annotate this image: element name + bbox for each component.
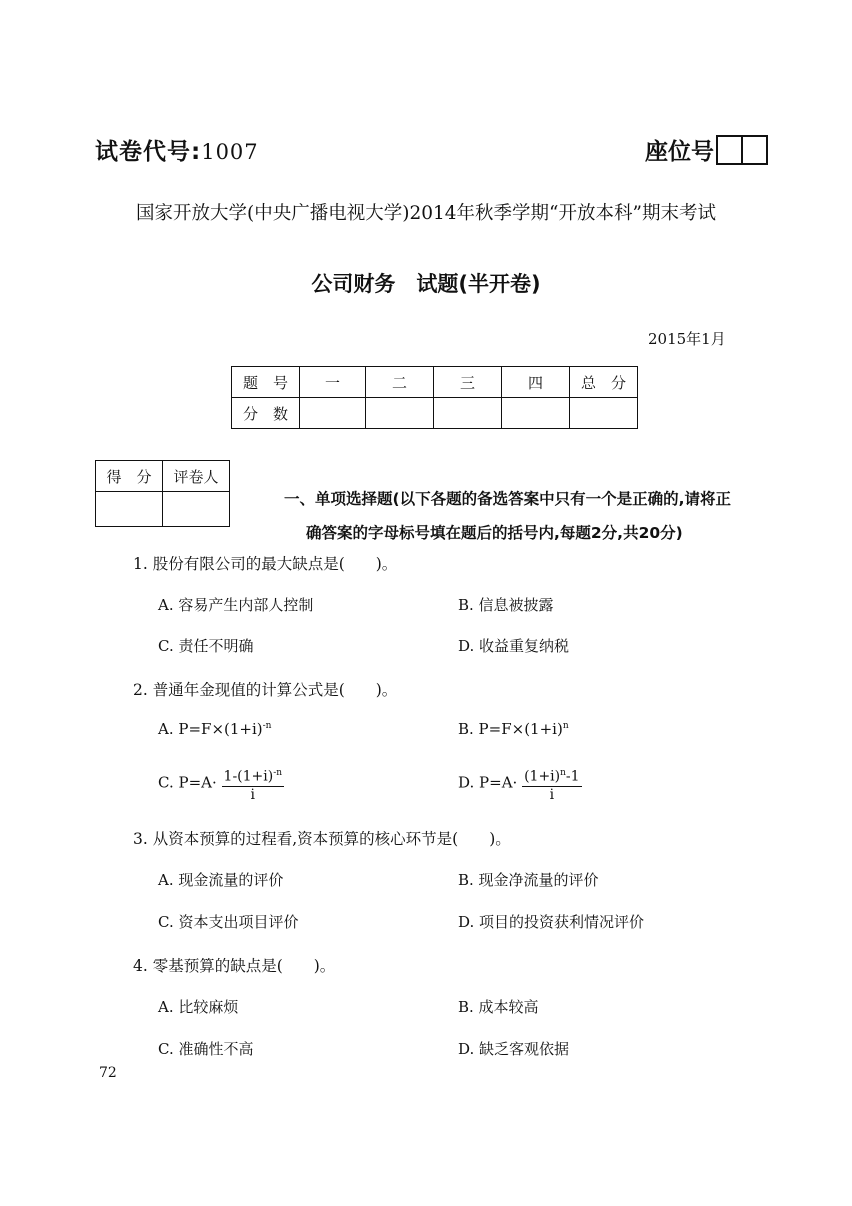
formula-text: A. P=F×(1+i): [158, 720, 263, 738]
score-cell: 三: [434, 367, 502, 398]
seat-box[interactable]: [741, 137, 766, 163]
fraction-denominator: i: [549, 786, 555, 803]
seat-box[interactable]: [718, 137, 741, 163]
option-3a: A. 现金流量的评价: [158, 871, 284, 889]
option-4c: C. 准确性不高: [158, 1040, 254, 1058]
score-cell: 一: [300, 367, 366, 398]
numerator-tail: -1: [565, 768, 580, 785]
score-cell: 题 号: [232, 367, 300, 398]
question-3: 3. 从资本预算的过程看,资本预算的核心环节是( )。: [133, 830, 511, 848]
option-1b: B. 信息被披露: [458, 596, 554, 614]
score-cell: 总 分: [570, 367, 638, 398]
score-entry-cell[interactable]: [570, 398, 638, 429]
option-1a: A. 容易产生内部人控制: [158, 596, 314, 614]
grader-score-label: 得 分: [96, 461, 163, 492]
score-entry-cell[interactable]: [434, 398, 502, 429]
subject-title: 公司财务 试题(半开卷): [311, 272, 541, 296]
option-2a: [158, 720, 271, 738]
formula-text: D. P=A·: [458, 773, 518, 792]
score-entry-cell[interactable]: [366, 398, 434, 429]
paper-code: [95, 133, 259, 166]
section-1-line-1: 一、单项选择题(以下各题的备选答案中只有一个是正确的,请将正: [284, 490, 731, 508]
option-2b: [458, 720, 569, 738]
paper-code-value: 1007: [201, 140, 259, 164]
numerator-text: 1-(1+i): [223, 768, 274, 785]
grader-score-entry[interactable]: [96, 492, 163, 527]
grader-name-label: 评卷人: [163, 461, 230, 492]
paper-code-label: 试卷代号:: [95, 139, 202, 165]
section-1-instructions: [284, 482, 784, 550]
option-1c: C. 责任不明确: [158, 637, 254, 655]
fraction: [522, 764, 581, 803]
score-table-header-row: [232, 367, 638, 398]
score-entry-cell[interactable]: [300, 398, 366, 429]
question-4: 4. 零基预算的缺点是( )。: [133, 957, 336, 975]
option-4d: D. 缺乏客观依据: [458, 1040, 570, 1058]
exam-date: 2015年1月: [648, 330, 726, 348]
formula-exponent: n: [560, 768, 566, 778]
score-cell: 二: [366, 367, 434, 398]
formula-exponent: n: [562, 721, 569, 731]
seat-number-boxes[interactable]: [716, 135, 768, 165]
formula-exponent: -n: [273, 768, 283, 778]
score-table-score-row: [232, 398, 638, 429]
seat-label: 座位号: [645, 139, 714, 165]
seat-number: [645, 133, 768, 166]
exam-title: 国家开放大学(中央广播电视大学)2014年秋季学期“开放本科”期末考试: [136, 203, 716, 224]
score-cell: 四: [502, 367, 570, 398]
question-1: 1. 股份有限公司的最大缺点是( )。: [133, 555, 398, 573]
formula-text: C. P=A·: [158, 773, 217, 792]
option-2c: [158, 764, 284, 803]
option-4b: B. 成本较高: [458, 998, 539, 1016]
numerator-text: (1+i): [524, 768, 561, 785]
fraction-numerator: [522, 764, 581, 787]
option-3c: C. 资本支出项目评价: [158, 913, 299, 931]
score-cell: 分 数: [232, 398, 300, 429]
fraction-numerator: [222, 764, 285, 787]
option-3d: D. 项目的投资获利情况评价: [458, 913, 645, 931]
formula-exponent: -n: [262, 721, 272, 731]
fraction-denominator: i: [250, 786, 256, 803]
section-1-line-2: 确答案的字母标号填在题后的括号内,每题2分,共20分): [306, 524, 683, 542]
score-table: [231, 366, 638, 429]
score-entry-cell[interactable]: [502, 398, 570, 429]
option-1d: D. 收益重复纳税: [458, 637, 570, 655]
grader-table: [95, 460, 230, 527]
option-3b: B. 现金净流量的评价: [458, 871, 599, 889]
option-4a: A. 比较麻烦: [158, 998, 239, 1016]
option-2d: [458, 764, 582, 803]
page-number: 72: [99, 1065, 117, 1081]
question-2: 2. 普通年金现值的计算公式是( )。: [133, 681, 398, 699]
grader-name-entry[interactable]: [163, 492, 230, 527]
formula-text: B. P=F×(1+i): [458, 720, 563, 738]
fraction: [222, 764, 285, 803]
